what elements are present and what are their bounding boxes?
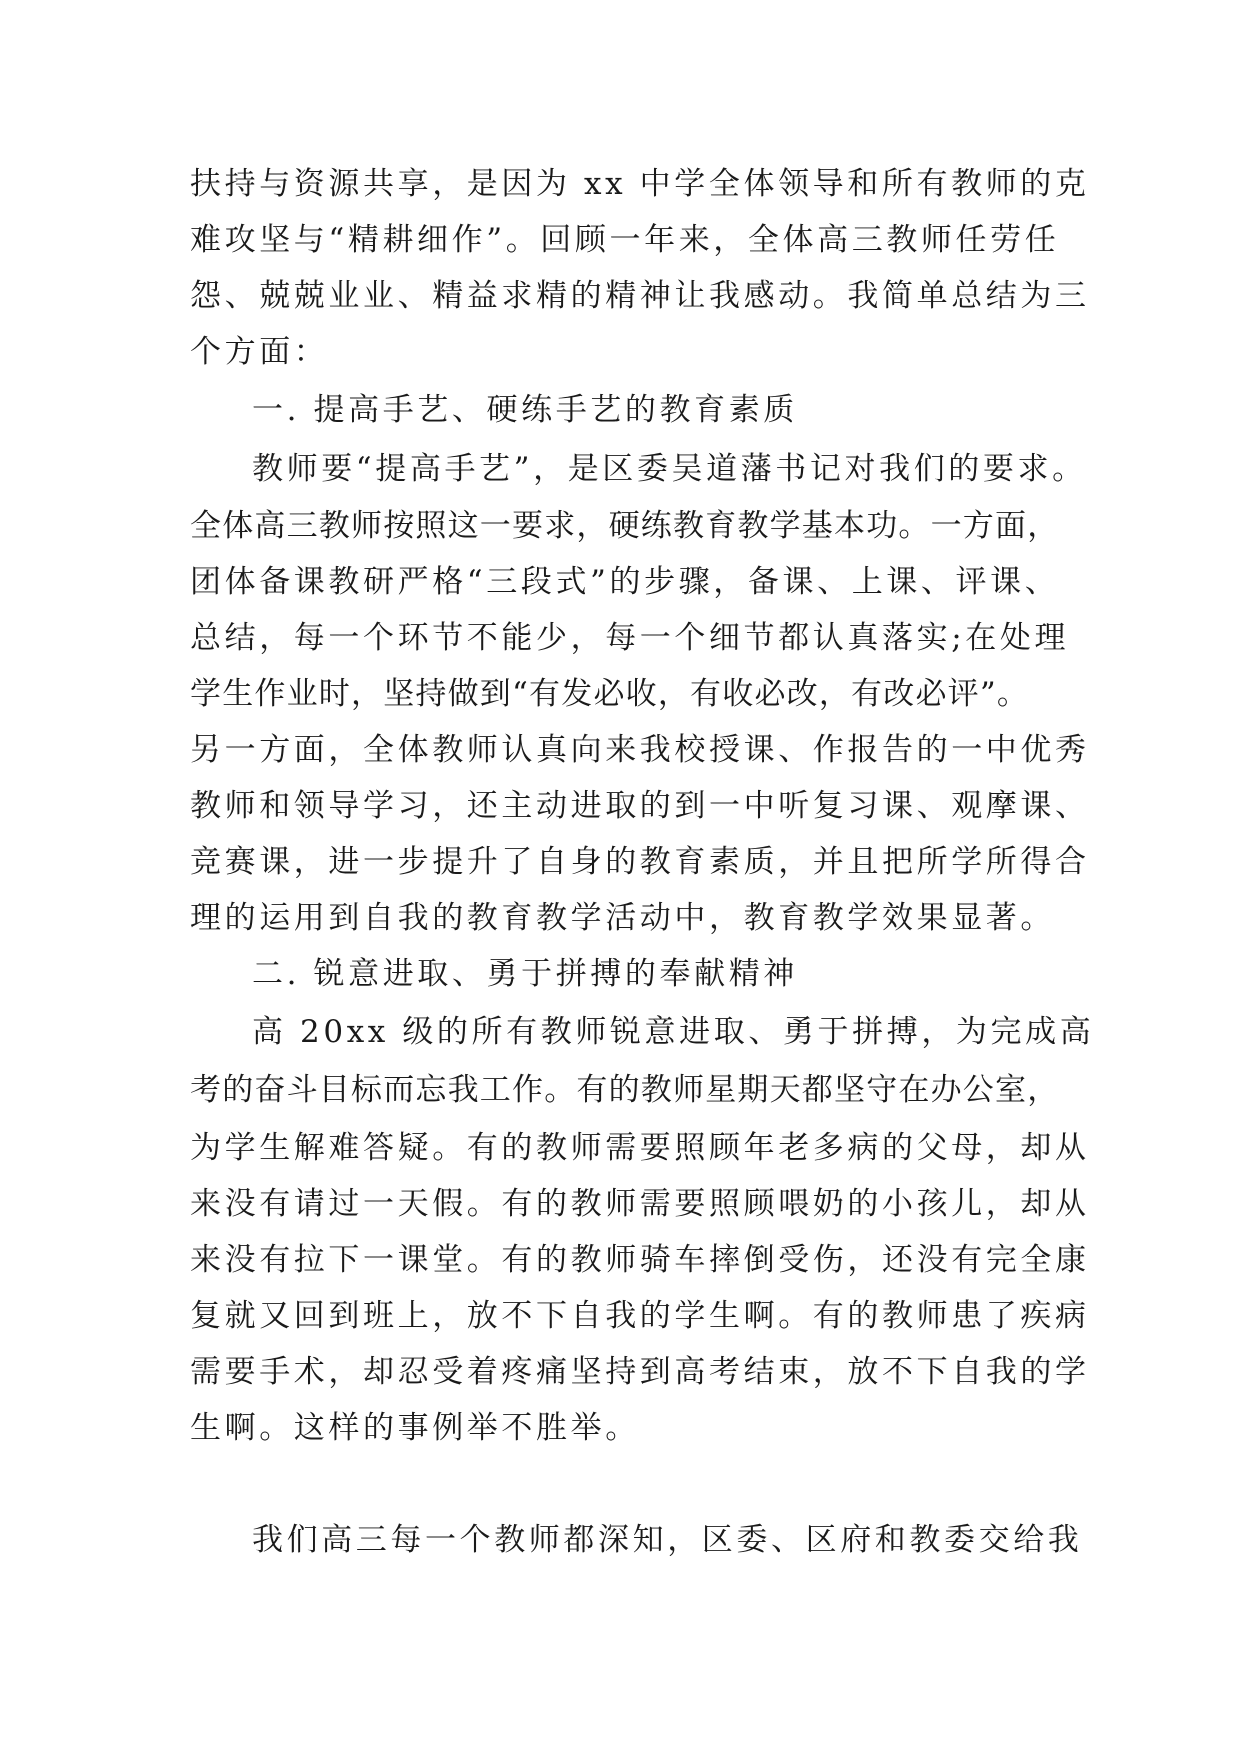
body-text-line: 为学生解难答疑。有的教师需要照顾年老多病的父母，却从 [190,1130,1090,1166]
section-heading-1: 一. 提高手艺、硬练手艺的教育素质 [252,392,798,428]
body-text-line: 总结，每一个环节不能少，每一个细节都认真落实;在处理 [190,620,1070,656]
section-heading-2: 二. 锐意进取、勇于拼搏的奉献精神 [252,956,798,992]
body-text-line: 高 20xx 级的所有教师锐意进取、勇于拼搏，为完成高 [252,1014,1095,1050]
body-text-line: 个方面： [190,334,329,370]
body-text-line: 竞赛课，进一步提升了自身的教育素质，并且把所学所得合 [190,844,1090,880]
body-text-line: 教师和领导学习，还主动进取的到一中听复习课、观摩课、 [190,788,1090,824]
body-text-line: 教师要“提高手艺”，是区委吴道藩书记对我们的要求。 [252,451,1087,487]
body-text-line: 需要手术，却忍受着疼痛坚持到高考结束，放不下自我的学 [190,1354,1090,1390]
body-text-line: 难攻坚与“精耕细作”。回顾一年来，全体高三教师任劳任 [190,222,1060,258]
body-text-line: 来没有拉下一课堂。有的教师骑车摔倒受伤，还没有完全康 [190,1242,1090,1278]
body-text-line: 学生作业时，坚持做到“有发必收，有收必改，有改必评”。 [190,676,1030,712]
body-text-line: 考的奋斗目标而忘我工作。有的教师星期天都坚守在办公室， [190,1072,1060,1108]
body-text-line: 扶持与资源共享，是因为 xx 中学全体领导和所有教师的克 [190,166,1090,202]
body-text-line: 团体备课教研严格“三段式”的步骤，备课、上课、评课、 [190,564,1060,600]
body-text-line: 全体高三教师按照这一要求，硬练教育教学基本功。一方面， [190,508,1060,544]
body-text-line: 另一方面，全体教师认真向来我校授课、作报告的一中优秀 [190,732,1090,768]
body-text-line: 理的运用到自我的教育教学活动中，教育教学效果显著。 [190,900,1055,936]
body-text-line: 生啊。这样的事例举不胜举。 [190,1410,640,1446]
body-text-line: 我们高三每一个教师都深知，区委、区府和教委交给我 [252,1522,1083,1558]
body-text-line: 复就又回到班上，放不下自我的学生啊。有的教师患了疾病 [190,1298,1090,1334]
body-text-line: 怨、兢兢业业、精益求精的精神让我感动。我简单总结为三 [190,278,1090,314]
body-text-line: 来没有请过一天假。有的教师需要照顾喂奶的小孩儿，却从 [190,1186,1090,1222]
